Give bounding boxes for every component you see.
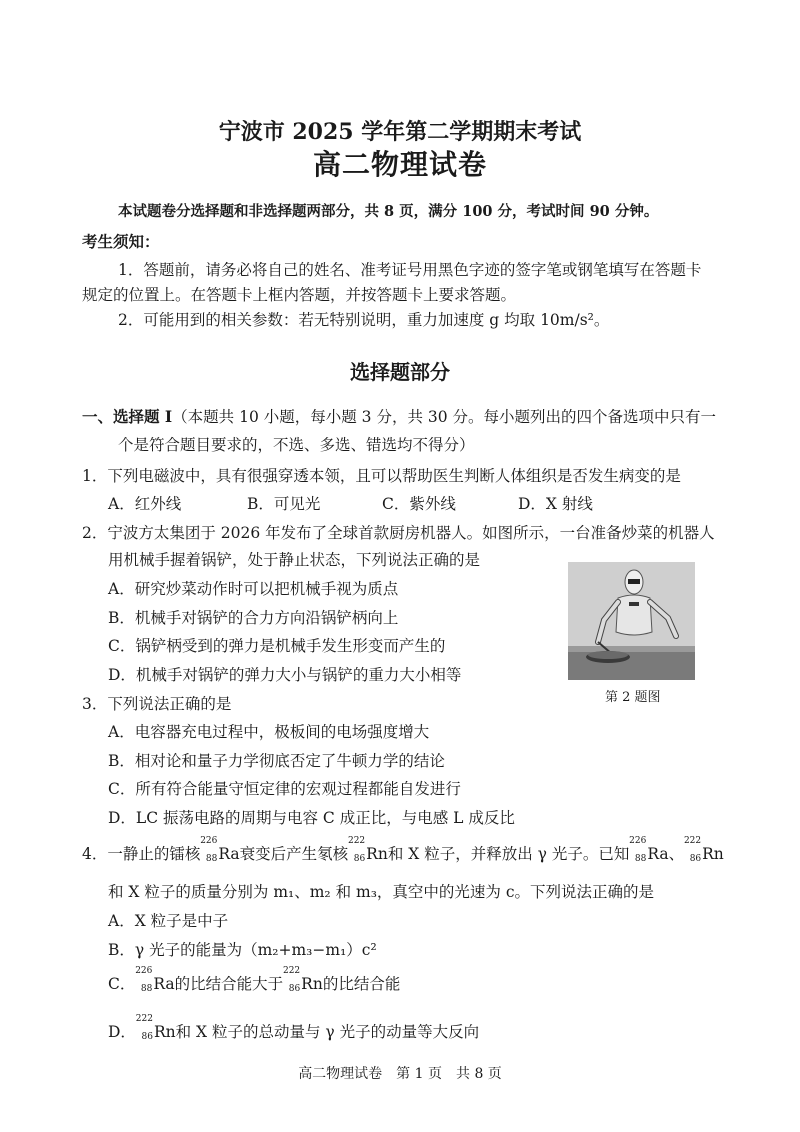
part1-desc-line-1: （本题共 10 小题，每小题 3 分，共 30 分。每小题列出的四个备选项中只有一	[172, 408, 717, 426]
ra-nuclide-label-3	[135, 966, 153, 994]
exam-subject-title: 高二物理试卷	[312, 148, 487, 181]
q2-figure-caption: 第 2 题图	[605, 690, 661, 705]
q4-option-c-end: 的比结合能	[322, 975, 401, 993]
q3-option-a: A．电容器充电过程中，极板间的电场强度增大	[108, 723, 430, 741]
q4-option-d-text: 和 X 粒子的总动量与 γ 光子的动量等大反向	[175, 1023, 480, 1041]
ra-nuclide-label-2	[629, 836, 647, 864]
notice-item-1-line-2: 规定的位置上。在答题卡上框内答题，并按答题卡上要求答题。	[82, 286, 517, 304]
q4-stem-part-d: 、	[668, 845, 685, 863]
part1-desc-line-2: 个是符合题目要求的，不选、多选、错选均不得分）	[118, 436, 475, 454]
q4-stem-line-2: 和 X 粒子的质量分别为 m₁、m₂ 和 m₃，真空中的光速为 c。下列说法正确的是	[108, 883, 655, 901]
rn-nuclide-label-2	[683, 836, 702, 864]
q4-stem-part-a: 4．一静止的镭核	[82, 845, 201, 863]
q2-option-c: C．锅铲柄受到的弹力是机械手发生形变而产生的	[108, 637, 446, 655]
ra-symbol-2: Ra	[647, 845, 669, 863]
rn-nuclide-label-3	[282, 966, 301, 994]
robot-illustration	[568, 562, 695, 680]
part1-label: 一、选择题 I	[82, 407, 173, 426]
q4-option-c	[108, 966, 401, 994]
q4-stem-part-c: 和 X 粒子，并释放出 γ 光子。已知	[387, 845, 630, 863]
ra-charge-number: 88	[205, 854, 218, 864]
part1-header	[82, 405, 716, 427]
intro-text: 本试题卷分选择题和非选择题两部分，共 8 页，满分 100 分，考试时间 90 分钟。	[118, 203, 659, 220]
ra-charge-number-3: 88	[140, 984, 153, 994]
q4-option-a: A．X 粒子是中子	[108, 912, 229, 930]
ra-mass-number: 226	[200, 836, 218, 846]
q4-stem-part-b: 衰变后产生氡核	[239, 845, 349, 863]
rn-charge-number-2: 86	[689, 854, 702, 864]
rn-mass-number-3: 222	[282, 966, 301, 976]
q4-option-c-mid: 的比结合能大于	[174, 975, 284, 993]
q1-option-c: C．紫外线	[382, 495, 456, 513]
ra-symbol: Ra	[218, 845, 240, 863]
q2-stem-line-2: 用机械手握着锅铲，处于静止状态，下列说法正确的是	[108, 551, 481, 569]
ra-nuclide-label	[200, 836, 218, 864]
rn-mass-number-2: 222	[683, 836, 702, 846]
rn-charge-number-3: 86	[288, 984, 301, 994]
notice-heading: 考生须知：	[82, 232, 160, 251]
q1-stem: 1．下列电磁波中，具有很强穿透本领，且可以帮助医生判断人体组织是否发生病变的是	[82, 467, 681, 485]
ra-charge-number-2: 88	[634, 854, 647, 864]
q2-stem-line-1: 2．宁波方太集团于 2026 年发布了全球首款厨房机器人。如图所示，一台准备炒菜的机器人	[82, 524, 715, 542]
q4-option-d	[108, 1014, 480, 1042]
q4-option-c-label: C．	[108, 975, 136, 993]
rn-symbol-3: Rn	[301, 975, 323, 993]
q4-option-d-label: D．	[108, 1023, 136, 1041]
q2-option-a: A．研究炒菜动作时可以把机械手视为质点	[108, 580, 399, 598]
rn-mass-number-4: 222	[135, 1014, 153, 1024]
rn-symbol-4: Rn	[153, 1023, 176, 1041]
q4-stem-line-1	[82, 836, 724, 864]
q2-option-d: D．机械手对锅铲的弹力大小与锅铲的重力大小相等	[108, 666, 462, 684]
q3-stem: 3．下列说法正确的是	[82, 695, 232, 713]
notice-item-1-line-1: 1．答题前，请务必将自己的姓名、准考证号用黑色字迹的签字笔或钢笔填写在答题卡	[118, 261, 702, 279]
q1-option-d: D．X 射线	[518, 495, 593, 513]
section-title: 选择题部分	[350, 360, 450, 384]
rn-charge-number-4: 86	[141, 1032, 153, 1042]
q2-option-b: B．机械手对锅铲的合力方向沿锅铲柄向上	[108, 609, 399, 627]
q3-option-b: B．相对论和量子力学彻底否定了牛顿力学的结论	[108, 752, 445, 770]
kitchen-robot-photo	[568, 562, 695, 680]
rn-symbol-2: Rn	[702, 845, 724, 863]
exam-title: 宁波市 2025 学年第二学期期末考试	[218, 119, 582, 145]
ra-mass-number-2: 226	[629, 836, 647, 846]
page-footer: 高二物理试卷 第 1 页 共 8 页	[298, 1066, 502, 1082]
notice-item-2: 2．可能用到的相关参数：若无特别说明，重力加速度 g 均取 10m/s²。	[118, 311, 610, 329]
q3-option-d: D．LC 振荡电路的周期与电容 C 成正比，与电感 L 成反比	[108, 809, 515, 827]
rn-mass-number: 222	[347, 836, 366, 846]
rn-charge-number: 86	[353, 854, 366, 864]
ra-mass-number-3: 226	[135, 966, 153, 976]
q3-option-c: C．所有符合能量守恒定律的宏观过程都能自发进行	[108, 780, 461, 798]
rn-nuclide-label	[347, 836, 366, 864]
rn-symbol: Rn	[366, 845, 388, 863]
ra-symbol-3: Ra	[153, 975, 175, 993]
q4-option-b: B．γ 光子的能量为（m₂+m₃−m₁）c²	[108, 941, 377, 959]
rn-nuclide-label-4	[135, 1014, 154, 1042]
q1-option-a: A．红外线	[108, 495, 182, 513]
q1-option-b: B．可见光	[247, 495, 321, 513]
